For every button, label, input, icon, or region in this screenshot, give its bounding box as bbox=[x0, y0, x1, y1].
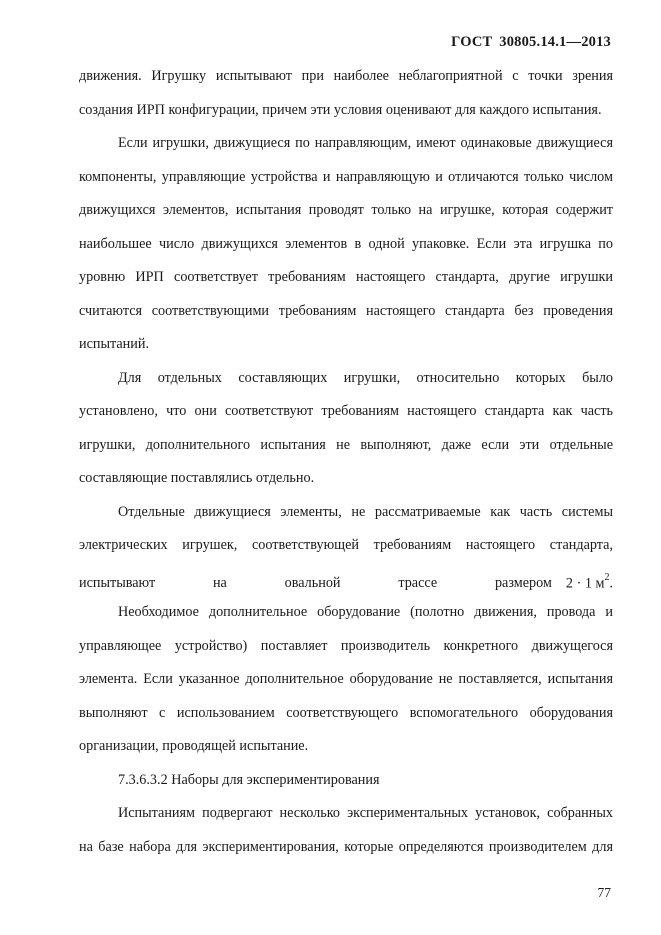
text-line: испытаний. bbox=[79, 336, 150, 352]
text-line: электрических игрушек, соответствующей требованиям настоящего стандарта, bbox=[79, 537, 613, 553]
document-header: ГОСТ 30805.14.1—2013 bbox=[451, 34, 611, 50]
text-line: движения. Игрушку испытывают при наиболее неблагоприятной с точки зрения bbox=[79, 68, 613, 84]
text-line: установлено, что они соответствуют требованиям настоящего стандарта как часть bbox=[79, 403, 613, 419]
text-line: Если игрушки, движущиеся по направляющим, имеют одинаковые движущиеся bbox=[118, 135, 613, 151]
text-line: элемента. Если указанное дополнительное оборудование не поставляется, испытания bbox=[79, 671, 613, 687]
dimension-formula bbox=[566, 563, 613, 597]
text-line: испытывают на овальной трассе размером bbox=[79, 575, 552, 592]
text-line: Отдельные движущиеся элементы, не рассматриваемые как часть системы bbox=[118, 503, 613, 520]
formula-end: . bbox=[609, 575, 613, 592]
text-line: игрушки, дополнительного испытания не выполняют, даже если эти отдельные bbox=[79, 436, 613, 453]
text-line: организации, проводящей испытание. bbox=[79, 738, 309, 754]
formula-line bbox=[79, 563, 613, 597]
text-line: уровню ИРП соответствует требованиям настоящего стандарта, другие игрушки bbox=[79, 269, 613, 285]
text-line: компоненты, управляющие устройства и направляющую и отличаются только числом bbox=[79, 168, 613, 185]
text-line: создания ИРП конфигурации, причем эти условия оценивают для каждого испытания. bbox=[79, 101, 602, 118]
text-line: выполняют с использованием соответствующего вспомогательного оборудования bbox=[79, 704, 613, 721]
text-line: считаются соответствующими требованиям настоящего стандарта без проведения bbox=[79, 302, 613, 319]
text-line: наибольшее число движущихся элементов в одной упаковке. Если эта игрушка по bbox=[79, 235, 613, 252]
page-number: 77 bbox=[597, 885, 611, 900]
formula-exponent: 2 bbox=[604, 571, 610, 583]
formula-value: 2 · 1 м bbox=[565, 575, 605, 592]
document-body bbox=[79, 60, 613, 864]
text-line: составляющие поставлялись отдельно. bbox=[79, 470, 315, 486]
text-line: Необходимое дополнительное оборудование (полотно движения, провода и bbox=[118, 604, 613, 620]
text-line: управляющее устройство) поставляет производитель конкретного движущегося bbox=[79, 637, 613, 654]
text-line: Для отдельных составляющих игрушки, относительно которых было bbox=[118, 369, 613, 386]
text-line: на базе набора для экспериментирования, которые определяются производителем для bbox=[79, 838, 613, 855]
section-heading: 7.3.6.3.2 Наборы для экспериментирования bbox=[118, 771, 380, 788]
text-line: Испытаниям подвергают несколько экспериментальных установок, собранных bbox=[118, 805, 613, 821]
text-line: движущихся элементов, испытания проводят только на игрушке, которая содержит bbox=[79, 202, 613, 218]
